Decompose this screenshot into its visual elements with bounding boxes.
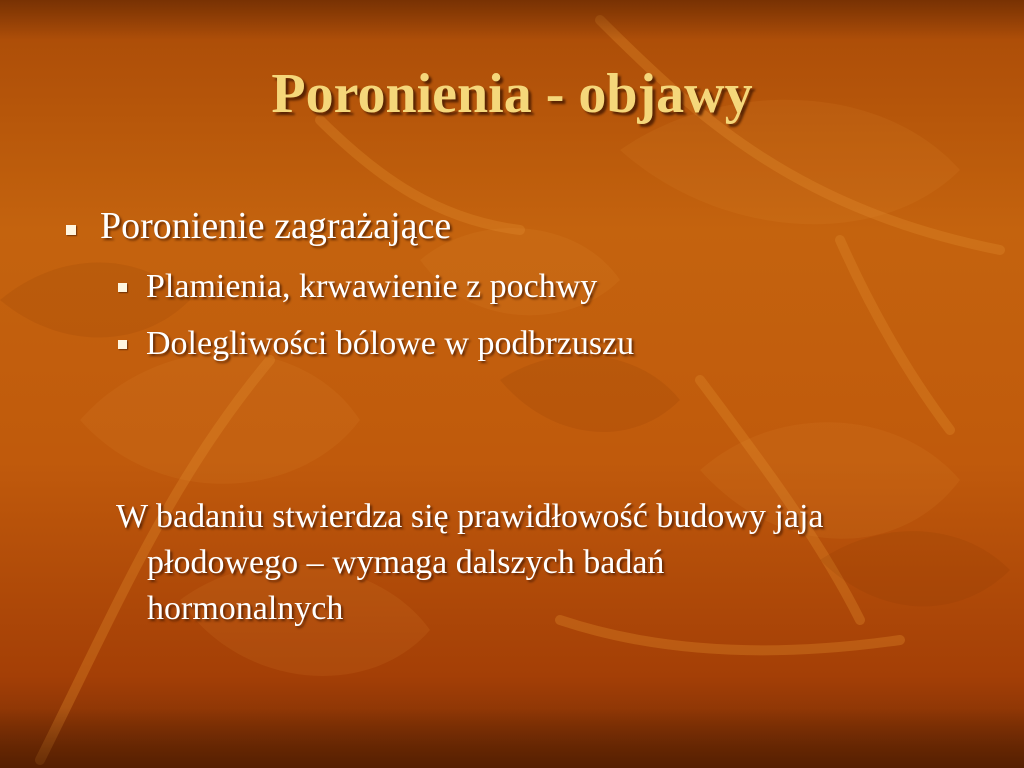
- paragraph-line: płodowego – wymaga dalszych badań: [147, 544, 665, 581]
- bullet-main-text: Poronienie zagrażające: [100, 205, 452, 247]
- square-bullet-icon: [66, 225, 76, 235]
- examination-paragraph: [116, 494, 976, 632]
- paragraph-line: hormonalnych: [147, 590, 344, 627]
- sub-bullet-text: Dolegliwości bólowe w podbrzuszu: [146, 325, 635, 362]
- slide-title: Poronienia - objawy: [271, 63, 753, 125]
- paragraph-line: W badaniu stwierdza się prawidłowość budowy jaja: [116, 498, 824, 535]
- square-bullet-icon: [118, 340, 127, 349]
- square-bullet-icon: [118, 283, 127, 292]
- sub-bullet-text: Plamienia, krwawienie z pochwy: [146, 268, 598, 305]
